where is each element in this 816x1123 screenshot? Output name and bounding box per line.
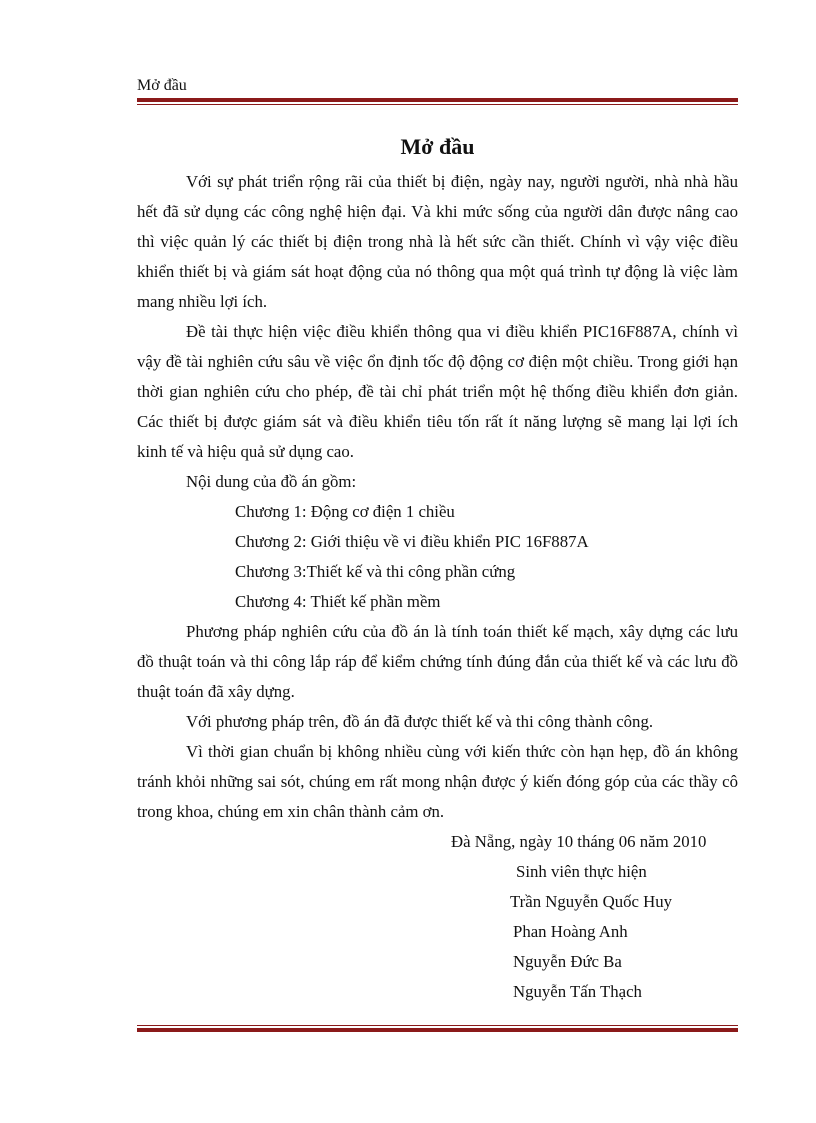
- running-header: Mở đầu: [137, 77, 187, 94]
- header-rule: [137, 98, 738, 105]
- signature-role: Sinh viên thực hiện: [516, 862, 647, 881]
- signature-name: Nguyễn Tấn Thạch: [513, 982, 642, 1001]
- contents-intro: Nội dung của đồ án gồm:: [186, 472, 357, 491]
- paragraph-intro: Với sự phát triển rộng rãi của thiết bị điện, ngày nay, người người, nhà nhà hầu hết đã sử dụng các công nghệ hiện đại. Và khi mức sống của người dân được nâng cao thì việc quản lý các thiết bị điện trong nhà là hết sức cần thiết. Chính vì vậy việc điều khiển thiết bị và giám sát hoạt động của nó thông qua một quá trình tự động là việc làm mang nhiều lợi ích.: [137, 172, 738, 311]
- document-body: [137, 167, 738, 827]
- chapter-item: Chương 2: Giới thiệu về vi điều khiển PIC 16F887A: [235, 532, 589, 551]
- signature-name: Trần Nguyễn Quốc Huy: [510, 892, 673, 911]
- paragraph-result: Với phương pháp trên, đồ án đã được thiết kế và thi công thành công.: [186, 712, 654, 731]
- footer-rule: [137, 1025, 738, 1032]
- signature-place-date: Đà Nẵng, ngày 10 tháng 06 năm 2010: [451, 832, 707, 851]
- paragraph-topic: Đề tài thực hiện việc điều khiển thông qua vi điều khiển PIC16F887A, chính vì vậy đề tài nghiên cứu sâu về việc ổn định tốc độ động cơ điện một chiều. Trong giới hạn thời gian nghiên cứu cho phép, đề tài chỉ phát triển một hệ thống điều khiển đơn giản. Các thiết bị được giám sát và điều khiển tiêu tốn rất ít năng lượng sẽ mang lại lợi ích kinh tế và hiệu quả sử dụng cao.: [137, 322, 738, 461]
- chapter-item: Chương 3:Thiết kế và thi công phần cứng: [235, 562, 516, 581]
- chapter-item: Chương 4: Thiết kế phần mềm: [235, 592, 441, 611]
- page-title: Mở đầu: [400, 134, 475, 159]
- signature-name: Nguyễn Đức Ba: [513, 952, 622, 971]
- signature-name: Phan Hoàng Anh: [513, 922, 628, 941]
- paragraph-thanks: Vì thời gian chuẩn bị không nhiều cùng với kiến thức còn hạn hẹp, đồ án không tránh khỏi những sai sót, chúng em rất mong nhận được ý kiến đóng góp của các thầy cô trong khoa, chúng em xin chân thành cảm ơn.: [137, 742, 738, 821]
- chapter-item: Chương 1: Động cơ điện 1 chiều: [235, 502, 455, 521]
- paragraph-method: Phương pháp nghiên cứu của đồ án là tính toán thiết kế mạch, xây dựng các lưu đồ thuật toán và thi công lắp ráp để kiểm chứng tính đúng đắn của thiết kế và các lưu đồ thuật toán đã xây dựng.: [137, 622, 738, 701]
